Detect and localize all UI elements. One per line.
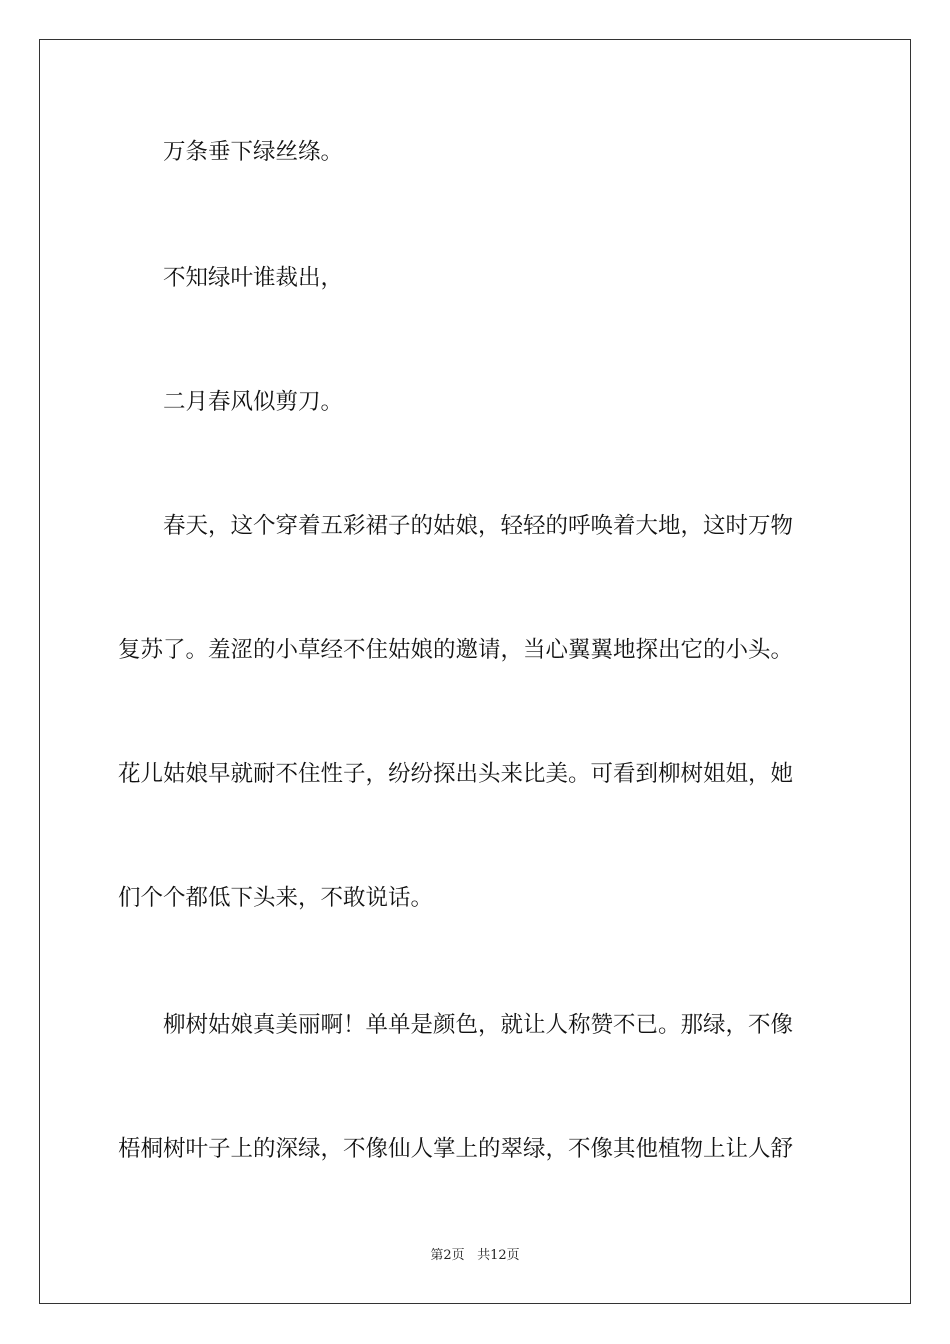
text-line-1: 万条垂下绿丝绦。 [163, 139, 344, 165]
page-total: 共12页 [477, 1248, 520, 1263]
paragraph-1-line-4: 们个个都低下头来，不敢说话。 [118, 885, 434, 911]
page-border [39, 39, 911, 1304]
text-line-3: 二月春风似剪刀。 [163, 389, 344, 415]
paragraph-1-line-3: 花儿姑娘早就耐不住性子，纷纷探出头来比美。可看到柳树姐姐，她 [118, 761, 794, 787]
paragraph-2-line-2: 梧桐树叶子上的深绿，不像仙人掌上的翠绿，不像其他植物上让人舒 [118, 1136, 794, 1162]
page-number: 第2页 [430, 1248, 465, 1263]
paragraph-2-line-1: 柳树姑娘真美丽啊！单单是颜色，就让人称赞不已。那绿，不像 [163, 1012, 794, 1038]
paragraph-1-line-1: 春天，这个穿着五彩裙子的姑娘，轻轻的呼唤着大地，这时万物 [163, 513, 794, 539]
paragraph-1-line-2: 复苏了。羞涩的小草经不住姑娘的邀请，当心翼翼地探出它的小头。 [118, 637, 794, 663]
text-line-2: 不知绿叶谁裁出， [163, 265, 344, 291]
page-footer [0, 1247, 950, 1265]
